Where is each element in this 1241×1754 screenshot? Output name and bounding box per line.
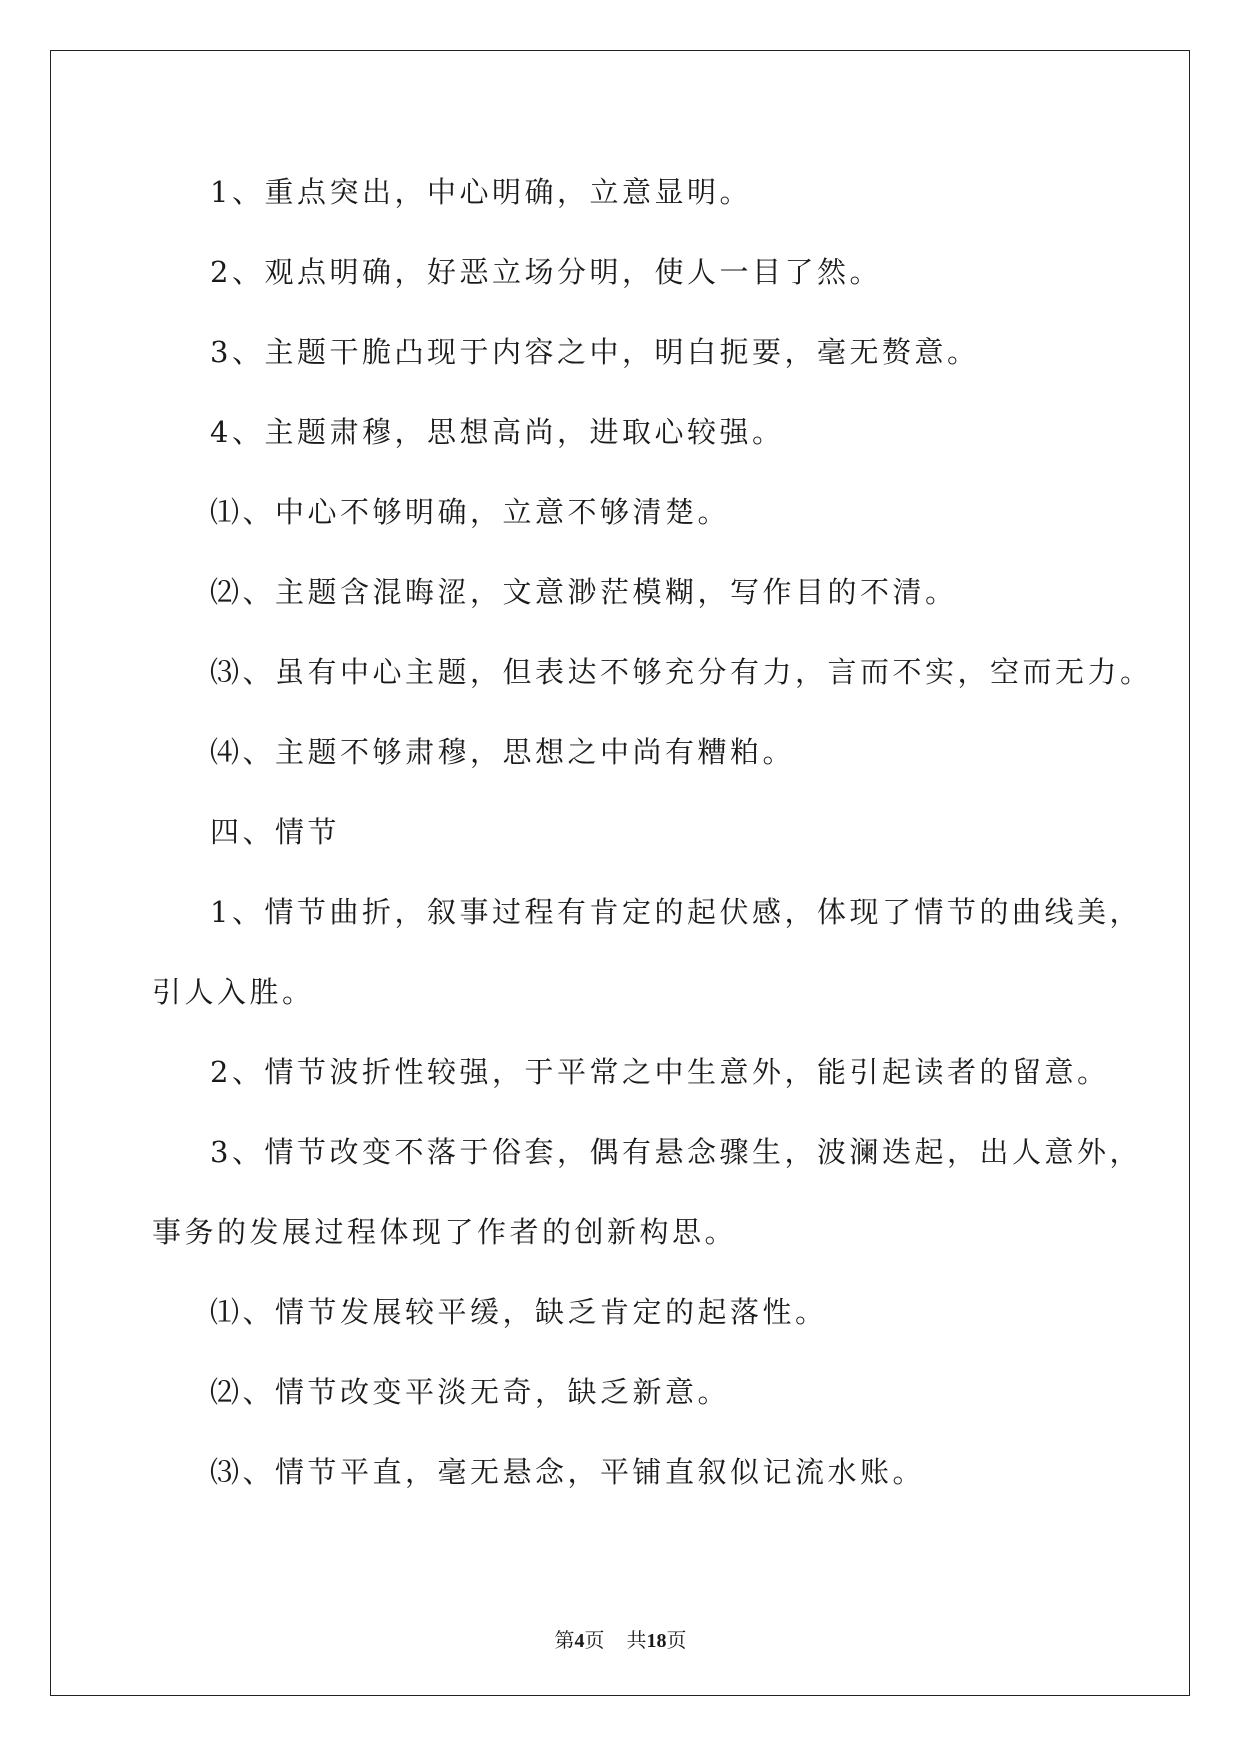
footer-page-suffix: 页 [584, 1628, 605, 1652]
page-footer [0, 1626, 1241, 1655]
paragraph-line: ⑴、中心不够明确，立意不够清楚。 [210, 495, 731, 529]
paragraph-line: 引人入胜。 [152, 975, 315, 1009]
footer-page-number: 4 [574, 1630, 585, 1652]
footer-total-prefix: 共 [626, 1628, 647, 1652]
footer-page-prefix: 第 [554, 1628, 575, 1652]
footer-total-suffix: 页 [666, 1628, 687, 1652]
page-border [50, 50, 1190, 1696]
paragraph-line: ⑶、虽有中心主题，但表达不够充分有力，言而不实，空而无力。 [210, 655, 1153, 689]
paragraph-line: ⑵、主题含混晦涩，文意渺茫模糊，写作目的不清。 [210, 575, 958, 609]
paragraph-line: ⑶、情节平直，毫无悬念，平铺直叙似记流水账。 [210, 1455, 926, 1489]
paragraph-line: ⑴、情节发展较平缓，缺乏肯定的起落性。 [210, 1295, 828, 1329]
footer-total-pages: 18 [646, 1630, 667, 1652]
paragraph-line: 事务的发展过程体现了作者的创新构思。 [152, 1215, 738, 1249]
paragraph-line: 2、情节波折性较强，于平常之中生意外，能引起读者的留意。 [210, 1055, 1110, 1089]
paragraph-line: 2、观点明确，好恶立场分明，使人一目了然。 [210, 255, 882, 289]
paragraph-line: 4、主题肃穆，思想高尚，进取心较强。 [210, 415, 785, 449]
paragraph-line: 1、重点突出，中心明确，立意显明。 [210, 175, 752, 209]
paragraph-line: ⑷、主题不够肃穆，思想之中尚有糟粕。 [210, 735, 796, 769]
section-heading: 四、情节 [210, 815, 341, 849]
paragraph-line: 3、情节改变不落于俗套，偶有悬念骤生，波澜迭起，出人意外， [210, 1135, 1142, 1169]
paragraph-line: 3、主题干脆凸现于内容之中，明白扼要，毫无赘意。 [210, 335, 980, 369]
paragraph-line: ⑵、情节改变平淡无奇，缺乏新意。 [210, 1375, 731, 1409]
paragraph-line: 1、情节曲折，叙事过程有肯定的起伏感，体现了情节的曲线美， [210, 895, 1142, 929]
